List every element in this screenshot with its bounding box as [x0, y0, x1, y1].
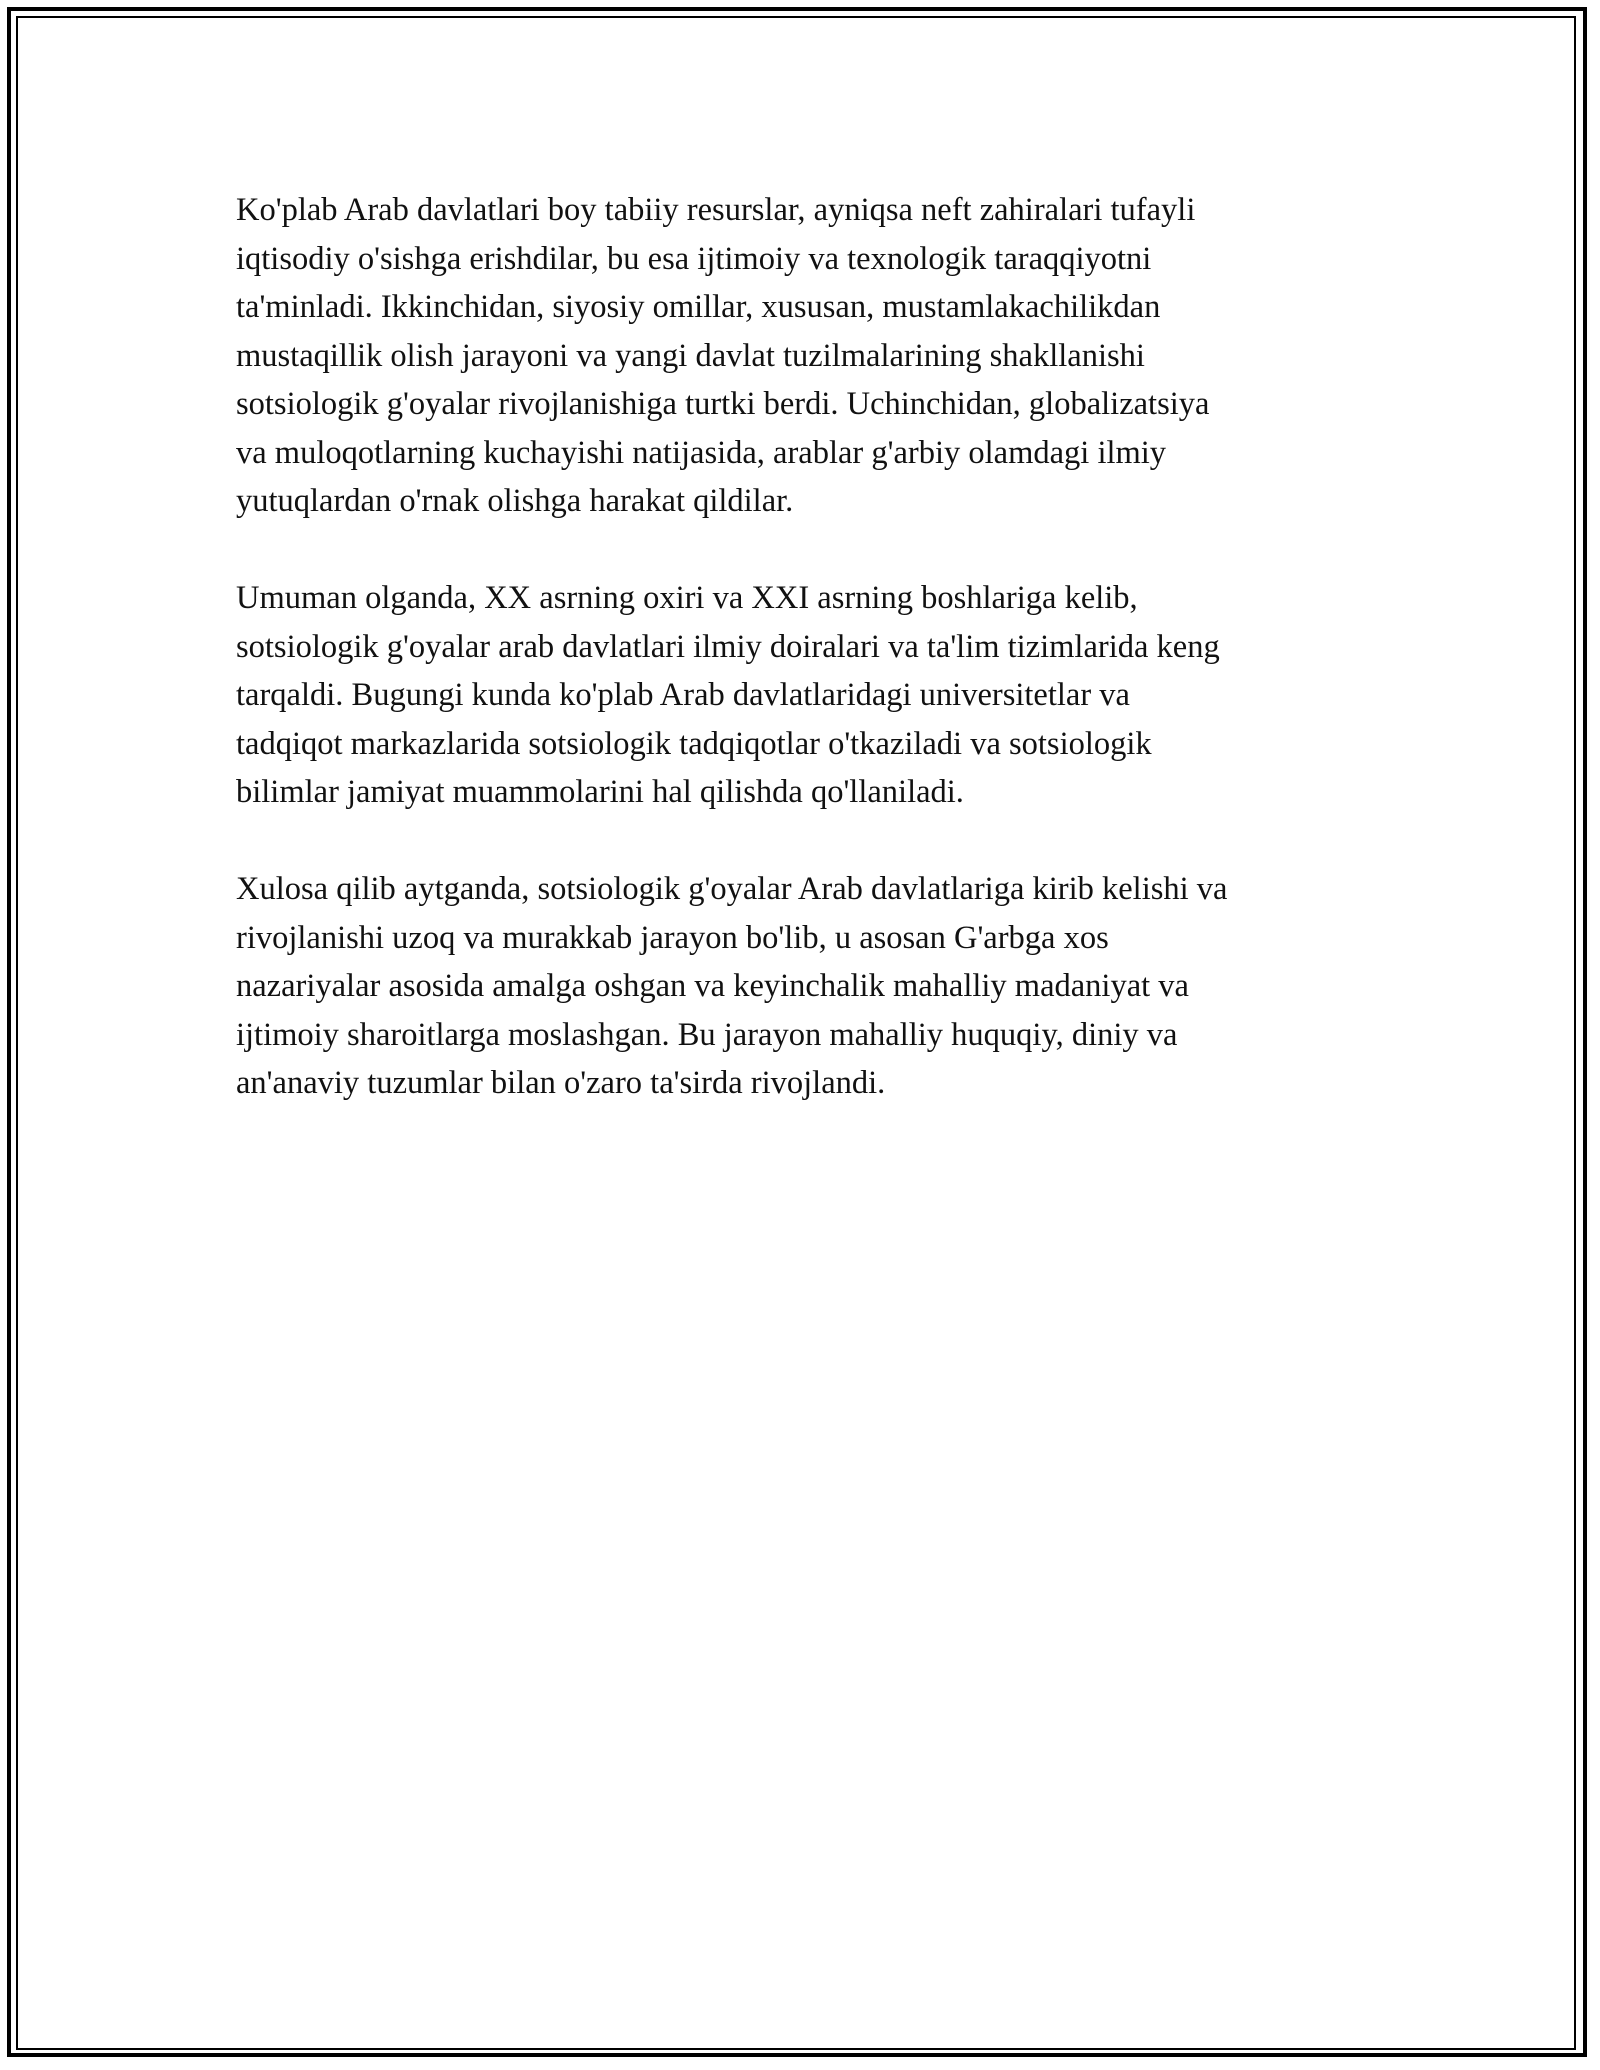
paragraph-2: Umuman olganda, XX asrning oxiri va XXI asrning boshlariga kelib, sotsiologik g'oyalar arab davlatlari ilmiy doiralari va ta'lim tizimlarida keng tarqaldi. Bugungi kunda ko'plab Arab davlatlaridagi universitetlar va tadqiqot markazlarida sotsiologik tadqiqotlar o'tkaziladi va sotsiologik bilimlar jamiyat muammolarini hal qilishda qo'llaniladi. — [236, 580, 1220, 810]
paragraph-3: Xulosa qilib aytganda, sotsiologik g'oyalar Arab davlatlariga kirib kelishi va rivojlanishi uzoq va murakkab jarayon bo'lib, u asosan G'arbga xos nazariyalar asosida amalga oshgan va keyinchalik mahalliy madaniyat va ijtimoiy sharoitlarga moslashgan. Bu jarayon mahalliy huquqiy, diniy va an'anaviy tuzumlar bilan o'zaro ta'sirda rivojlandi. — [236, 871, 1228, 1101]
paragraph-1: Ko'plab Arab davlatlari boy tabiiy resurslar, ayniqsa neft zahiralari tufayli iqtisodiy o'sishga erishdilar, bu esa ijtimoiy va texnologik taraqqiyotni ta'minladi. Ikkinchidan, siyosiy omillar, xususan, mustamlakachilikdan mustaqillik olish jarayoni va yangi davlat tuzilmalarining shakllanishi sotsiologik g'oyalar rivojlanishiga turtki berdi. Uchinchidan, globalizatsiya va muloqotlarning kuchayishi natijasida, arablar g'arbiy olamdagi ilmiy yutuqlardan o'rnak olishga harakat qildilar. — [236, 192, 1210, 519]
document-body — [236, 186, 1364, 1156]
